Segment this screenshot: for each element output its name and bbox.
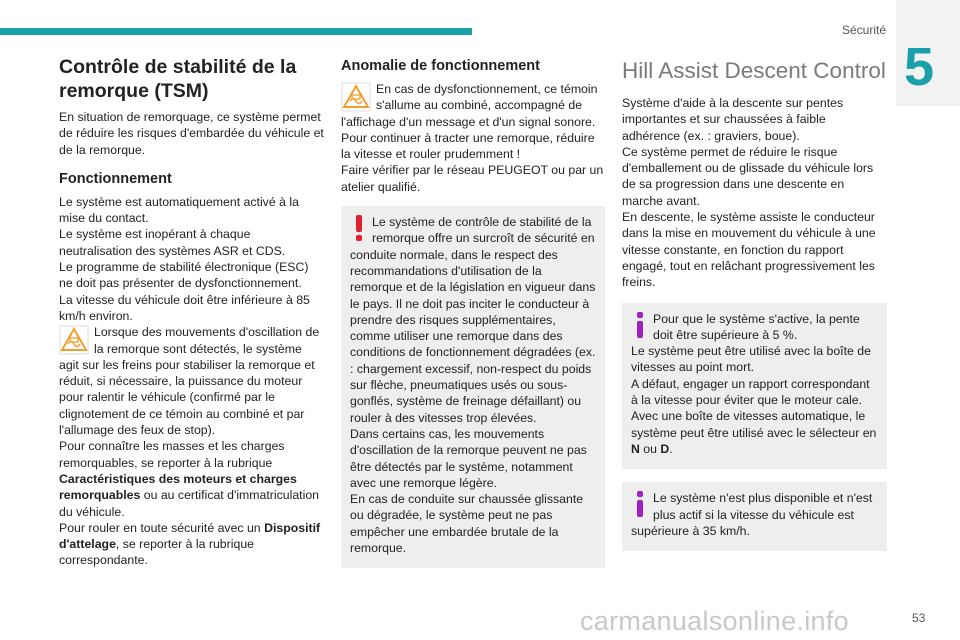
tsm-p6-text-end: ou au certificat d'immatriculation du véhicule. (59, 488, 320, 519)
page-number: 53 (912, 611, 926, 625)
tsm-p6 (59, 438, 324, 519)
tsm-p7-text-end: , se reporter à la rubrique correspondante. (59, 537, 254, 568)
tsm-p5: Lorsque des mouvements d'oscillation de la remorque sont détectés, le système agit sur les freins pour stabiliser la remorque et réduit, si nécessaire, la puissance du moteur pour ralentir le véhicule (confirmé par le clignotement de ce témoin au combiné et par l'allumage des feux de stop). (59, 325, 320, 438)
anomalie-icon-paragraph (341, 81, 605, 130)
tsm-p3: Le programme de stabilité électronique (ESC) ne doit pas présenter de dysfonctionnement. (59, 260, 309, 291)
tsm-p6-text: Pour connaître les masses et les charges remorquables, se reporter à la rubrique (59, 439, 285, 470)
column-anomalie (341, 55, 605, 568)
hadc-p2: Ce système permet de réduire le risque d'emballement ou de glissade du véhicule lors de sa progression dans une descente en marche avant. (622, 144, 874, 208)
tsm-p6-link: Caractéristiques des moteurs et charges remorquables (59, 471, 297, 503)
info-icon (633, 311, 647, 339)
info1-d (631, 408, 878, 457)
anomalie-p2: Pour continuer à tracter une remorque, réduire la vitesse et rouler prudemment ! (341, 130, 595, 162)
selector-d: D (660, 441, 670, 456)
section-label: Sécurité (841, 23, 886, 37)
chapter-number: 5 (904, 37, 935, 97)
hadc-title: Hill Assist Descent Control (622, 58, 886, 83)
trailer-stability-warning-icon (341, 82, 371, 112)
footer-watermark: carmanualsonline.info (580, 606, 849, 636)
info-note-2 (622, 482, 887, 551)
tsm-p7 (59, 520, 324, 569)
tsm-p4: La vitesse du véhicule doit être inférieure à 85 km/h environ. (59, 292, 310, 323)
exclamation-icon (352, 214, 366, 242)
info2-text: Le système n'est plus disponible et n'est plus actif si la vitesse du véhicule est supérieure à 35 km/h. (631, 491, 873, 538)
anomalie-p1: En cas de dysfonctionnement, ce témoin s'allume au combiné, accompagné de l'affichage d'un message et d'un signal sonore. (341, 82, 598, 129)
header-accent-bar (0, 28, 472, 35)
fonctionnement-heading: Fonctionnement (59, 170, 172, 187)
tsm-p2: Le système est inopérant à chaque neutralisation des systèmes ASR et CDS. (59, 227, 286, 258)
warning-note (341, 206, 605, 568)
tsm-p7-text: Pour rouler en toute sécurité avec un (59, 520, 265, 535)
tsm-title: Contrôle de stabilité de la remorque (TSM) (59, 56, 297, 102)
column-hadc (622, 55, 887, 551)
tsm-p1: Le système est automatiquement activé à la mise du contact. (59, 194, 299, 226)
info1-c: A défaut, engager un rapport correspondant à la vitesse pour éviter que le moteur cale. (631, 376, 870, 408)
hadc-p3: En descente, le système assiste le conducteur dans la mise en mouvement du véhicule à une vitesse constante, en fonction du rapport engagé, tout en relâchant progressivement les freins. (622, 210, 876, 290)
warning-text-3: En cas de conduite sur chaussée glissante ou dégradée, le système peut ne pas empêcher une embardée brutale de la remorque. (350, 492, 584, 556)
info1-d-or: ou (639, 441, 661, 456)
hadc-p1: Système d'aide à la descente sur pentes importantes et sur chaussées à faible adhérence (ex. : graviers, boue). (622, 96, 844, 143)
info1-d-text: Avec une boîte de vitesses automatique, le système peut être utilisé avec le sélecteur en (631, 409, 877, 440)
info-icon (633, 490, 647, 518)
tsm-p7-link: Dispositif d'attelage (59, 520, 321, 552)
tsm-icon-paragraph (59, 324, 324, 438)
warning-text-1: Le système de contrôle de stabilité de la remorque offre un surcroît de sécurité en conduite normale, dans le respect des recommandations d'utilisation de la remorque et de la législation en vigueur dans le pays. Il ne doit pas inciter le conducteur à prendre des risques supplémentaires, comme utiliser une remorque dans des conditions de fonctionnement dégradées (ex. : chargement excessif, non-respect du poids sur flèche, pneumatiques usés ou sous-gonflés, système de freinage défaillant) ou rouler à des vitesses trop élevées. (350, 215, 596, 425)
trailer-stability-warning-icon (59, 325, 89, 355)
warning-text-2: Dans certains cas, les mouvements d'oscillation de la remorque peuvent ne pas être détectés par le système, notamment avec une remorque légère. (350, 426, 587, 490)
selector-n: N (631, 441, 640, 456)
info1-d-end: . (669, 441, 673, 456)
info1-a: Pour que le système s'active, la pente doit être supérieure à 5 %. (653, 311, 860, 342)
anomalie-heading: Anomalie de fonctionnement (341, 58, 540, 74)
tsm-intro: En situation de remorquage, ce système permet de réduire les risques d'embardée du véhicule et de la remorque. (59, 110, 324, 157)
info1-b: Le système peut être utilisé avec la boîte de vitesses au point mort. (631, 344, 871, 375)
info-note-1 (622, 303, 887, 470)
anomalie-p3: Faire vérifier par le réseau PEUGEOT ou par un atelier qualifié. (341, 163, 604, 194)
column-tsm (59, 55, 324, 569)
